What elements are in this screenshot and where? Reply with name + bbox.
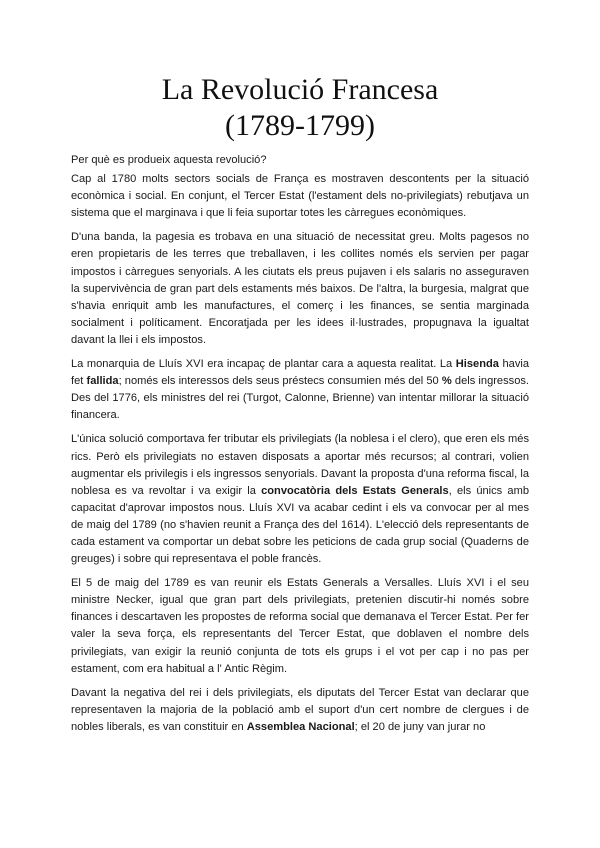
paragraph-3 <box>71 356 529 424</box>
p6-text-2: ; el 20 de juny van jurar no <box>354 720 486 733</box>
title-line-2: (1789-1799) <box>225 109 375 142</box>
p3-text-3: ; només els interessos dels seus préstecs consumien més del 50 <box>118 375 442 388</box>
paragraph-4 <box>71 431 529 568</box>
page-title <box>0 72 600 144</box>
p4-text-2: , els únics amb capacitat d'aprovar impostos nous. Lluís XVI va acabar cedint i els va convocar per al mes de maig del 1789 (no s'havien reunit a França des del 1614). L'elecció dels representants de cada estament va comportar un debat sobre les peticions de cada grup social (Quaderns de greuges) i sobre qui representava el poble francès. <box>71 484 529 566</box>
question-line: Per què es produeix aquesta revolució? <box>71 154 267 166</box>
p3-text-1: La monarquia de Lluís XVI era incapaç de plantar cara a aquesta realitat. La <box>71 358 456 371</box>
p3-text-2: havia fet <box>71 358 530 388</box>
p3-text-4: dels ingressos. Des del 1776, els ministres del rei (Turgot, Calonne, Brienne) van intentar millorar la situació financera. <box>71 375 529 422</box>
paragraph-1: Cap al 1780 molts sectors socials de França es mostraven descontents per la situació econòmica i social. En conjunt, el Tercer Estat (l'estament dels no-privilegiats) rebutjava un sistema que el marginava i que li feia suportar totes les càrregues econòmiques. <box>71 173 529 220</box>
p4-bold-convocatoria: convocatòria dels Estats Generals <box>261 484 449 497</box>
p3-bold-hisenda: Hisenda <box>455 358 499 371</box>
paragraph-6 <box>71 685 529 736</box>
paragraph-5: El 5 de maig del 1789 es van reunir els Estats Generals a Versalles. Lluís XVI i el seu ministre Necker, igual que gran part dels privilegiats, pretenien discutir-hi només sobre finances i descartaven les propostes de reforma social que demanava el Tercer Estat. Per fer valer la seva força, els representants del Tercer Estat, que doblaven el nombre dels privilegiats, van exigir la reunió conjunta de tots els grups i el vot per cap i no pas per estament, com era habitual a l' Antic Règim. <box>71 577 529 675</box>
p6-bold-assemblea: Assemblea Nacional <box>246 720 355 733</box>
title-line-1: La Revolució Francesa <box>161 73 439 106</box>
p3-bold-percent: % <box>441 375 452 388</box>
document-body <box>71 152 529 743</box>
p4-text-1: L'única solució comportava fer tributar els privilegiats (la noblesa i el clero), que eren els més rics. Però els privilegiats no estaven disposats a aportar més recursos; al contrari, volien augmentar els privilegis i els ingressos senyorials. Davant la proposta d'una reforma fiscal, la noblesa es va revoltar i va exigir la <box>71 433 529 497</box>
p6-text-1: Davant la negativa del rei i dels privilegiats, els diputats del Tercer Estat van declarar que representaven la majoria de la població amb el suport d'un cert nombre de clergues i de nobles liberals, es van constituir en <box>71 686 529 733</box>
paragraph-2: D'una banda, la pagesia es trobava en una situació de necessitat greu. Molts pagesos no eren propietaris de les terres que treballaven, i les collites només els servien per pagar impostos i càrregues senyorials. A les ciutats els preus pujaven i els salaris no asseguraven la supervivència de gran part dels estaments més baixos. De l'altra, la burgesia, malgrat que s'havia enriquit amb les manufactures, el comerç i les finances, se sentia marginada socialment i políticament. Encoratjada per les idees il·lustrades, propugnava la igualtat davant la llei i els impostos. <box>71 231 529 346</box>
p3-bold-fallida: fallida <box>86 375 119 388</box>
